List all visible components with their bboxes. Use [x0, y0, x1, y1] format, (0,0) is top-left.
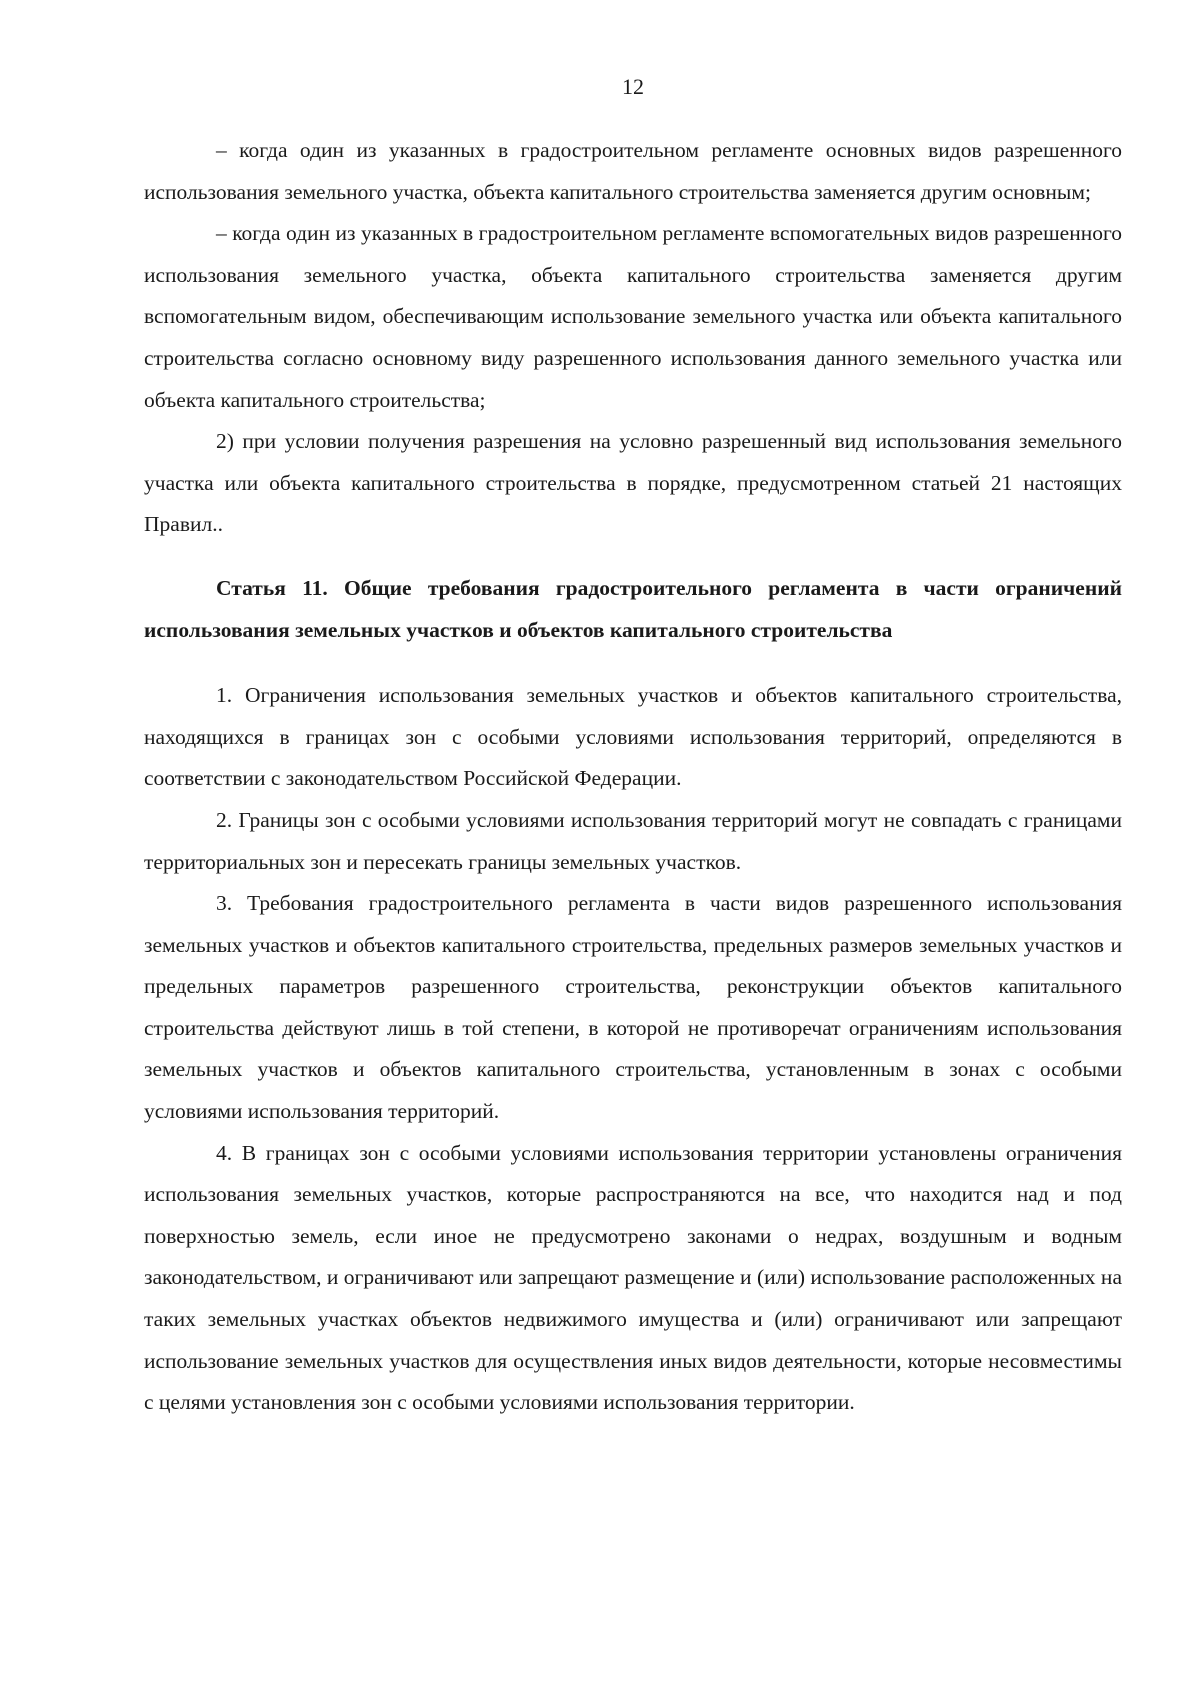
document-page [144, 0, 1122, 1697]
paragraph-bullet-main-type: – когда один из указанных в градостроительном регламенте основных видов разрешенного использования земельного участка, объекта капитального строительства заменяется другим основным; [144, 138, 1122, 204]
article-11-heading: Статья 11. Общие требования градостроительного регламента в части ограничений использования земельных участков и объектов капитального строительства [144, 575, 1122, 642]
paragraph-item-1: 1. Ограничения использования земельных участков и объектов капитального строительства, находящихся в границах зон с особыми условиями использования территорий, определяются в соответствии с законодательством Российской Федерации. [144, 683, 1122, 791]
document-body [144, 130, 1122, 1424]
paragraph-item-2: 2. Границы зон с особыми условиями использования территорий могут не совпадать с границами территориальных зон и пересекать границы земельных участков. [144, 807, 1122, 874]
paragraph-item-3: 3. Требования градостроительного регламента в части видов разрешенного использования земельных участков и объектов капитального строительства, предельных размеров земельных участков и предельных параметров разрешенного строительства, реконструкции объектов капитального строительства действуют лишь в той степени, в которой не противоречат ограничениям использования земельных участков и объектов капитального строительства, установленным в зонах с особыми условиями использования территорий. [144, 891, 1122, 1124]
paragraph-conditional-permit: 2) при условии получения разрешения на условно разрешенный вид использования земельного участка или объекта капитального строительства в порядке, предусмотренном статьей 21 настоящих Правил.. [144, 429, 1122, 537]
paragraph-item-4: 4. В границах зон с особыми условиями использования территории установлены ограничения использования земельных участков, которые распространяются на все, что находится над и под поверхностью земель, если иное не предусмотрено законами о недрах, воздушным и водным законодательством, и ограничивают или запрещают размещение и (или) использование расположенных на таких земельных участках объектов недвижимого имущества и (или) ограничивают или запрещают использование земельных участков для осуществления иных видов деятельности, которые несовместимы с целями установления зон с особыми условиями использования территории. [144, 1140, 1122, 1415]
paragraph-bullet-auxiliary-type: – когда один из указанных в градостроительном регламенте вспомогательных видов разрешенного использования земельного участка, объекта капитального строительства заменяется другим вспомогательным видом, обеспечивающим использование земельного участка или объекта капитального строительства согласно основному виду разрешенного использования данного земельного участка или объекта капитального строительства; [144, 221, 1122, 412]
page-number: 12 [622, 74, 644, 99]
